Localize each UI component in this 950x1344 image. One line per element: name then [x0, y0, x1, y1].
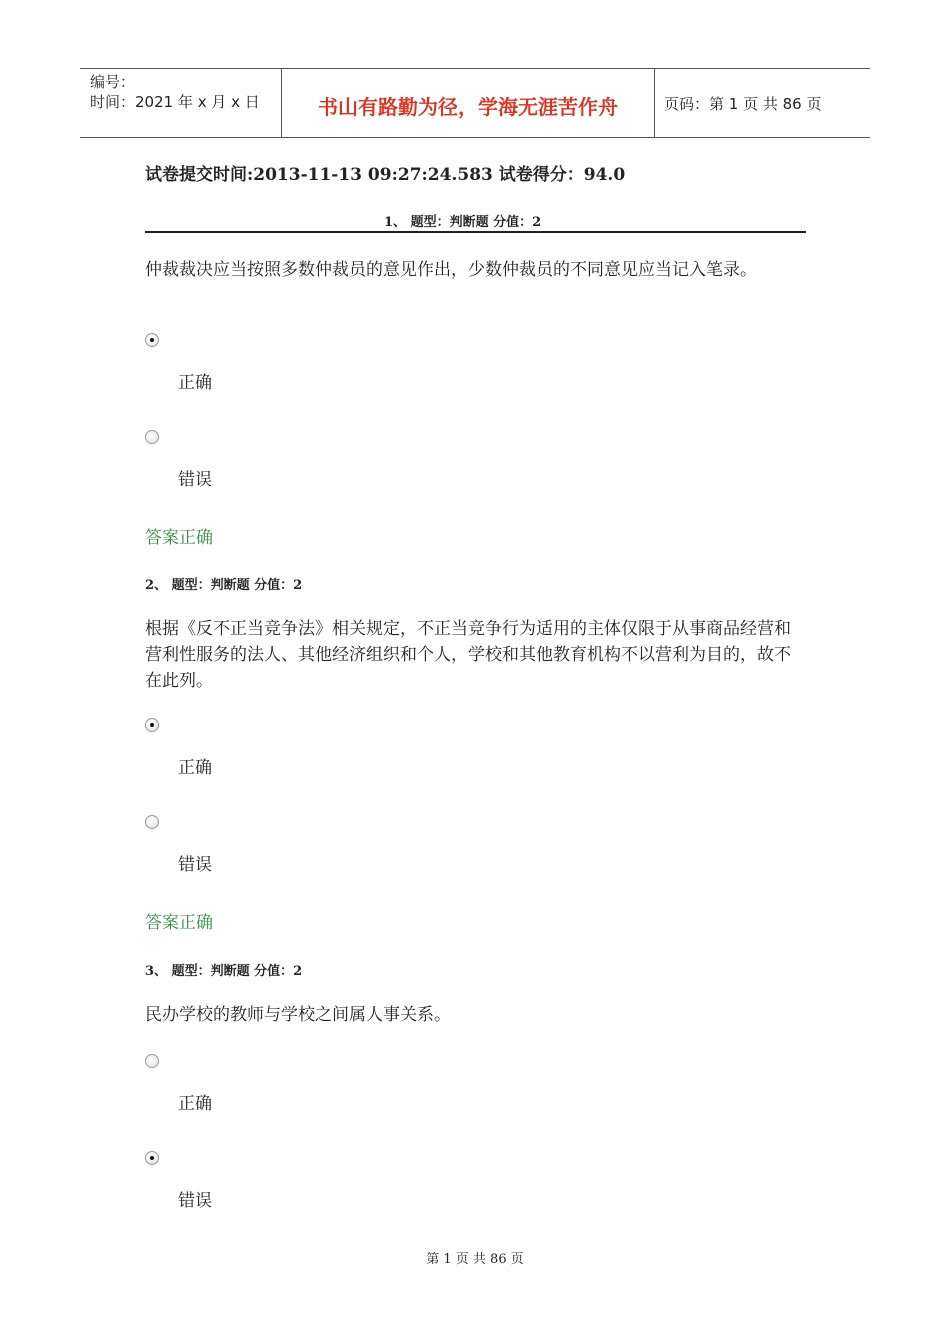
question-2-option-2-radio[interactable] [145, 815, 159, 829]
radio-selected-dot [150, 723, 154, 727]
header-motto-cell [281, 69, 655, 137]
question-3-text: 民办学校的教师与学校之间属人事关系。 [145, 1005, 451, 1025]
question-1-option-2-radio[interactable] [145, 430, 159, 444]
time-label: 时间：2021 年 x 月 x 日 [90, 93, 260, 111]
page-footer: 第 1 页 共 86 页 [426, 1252, 524, 1267]
motto: 书山有路勤为径，学海无涯苦作舟 [318, 95, 618, 119]
question-1-result: 答案正确 [145, 528, 213, 548]
question-3-option-1-radio[interactable] [145, 1054, 159, 1068]
question-1-option-2-label: 错误 [178, 470, 212, 490]
number-label: 编号： [90, 73, 136, 91]
header-page-cell [654, 69, 870, 137]
question-3-option-2-label: 错误 [178, 1191, 212, 1211]
page-info: 页码：第 1 页 共 86 页 [664, 95, 822, 113]
radio-selected-dot [150, 1156, 154, 1160]
question-2-text: 根据《反不正当竞争法》相关规定，不正当竞争行为适用的主体仅限于从事商品经营和营利性服务的法人、其他经济组织和个人，学校和其他教育机构不以营利为目的，故不在此列。 [145, 619, 791, 691]
question-3-option-1-label: 正确 [178, 1094, 212, 1114]
question-1-option-1-radio[interactable] [145, 333, 159, 347]
question-3-option-2-radio[interactable] [145, 1151, 159, 1165]
question-2-header: 2、 题型：判断题 分值：2 [145, 578, 303, 593]
question-2-option-1-radio[interactable] [145, 718, 159, 732]
question-2-result: 答案正确 [145, 913, 213, 933]
question-2-option-1-label: 正确 [178, 758, 212, 778]
divider [145, 231, 806, 233]
document-header [80, 68, 870, 138]
question-2-option-2-label: 错误 [178, 855, 212, 875]
question-1-text: 仲裁裁决应当按照多数仲裁员的意见作出，少数仲裁员的不同意见应当记入笔录。 [145, 260, 757, 280]
question-3-header: 3、 题型：判断题 分值：2 [145, 964, 303, 979]
question-1-option-1-label: 正确 [178, 373, 212, 393]
question-1-header: 1、 题型：判断题 分值：2 [384, 215, 542, 230]
header-meta-cell [80, 69, 280, 137]
radio-selected-dot [150, 338, 154, 342]
submit-info: 试卷提交时间:2013-11-13 09:27:24.583 试卷得分：94.0 [145, 165, 626, 185]
